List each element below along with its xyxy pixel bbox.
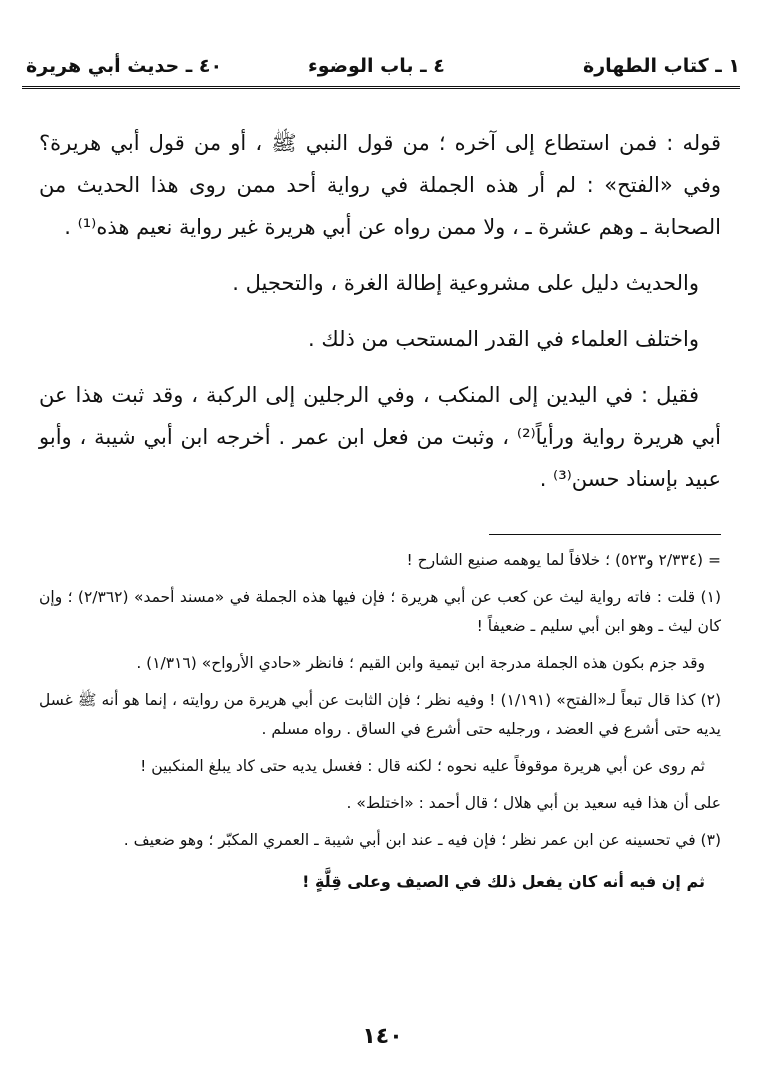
footnote-1-continued: وقد جزم بكون هذه الجملة مدرجة ابن تيمية وابن القيم ؛ فانظر «حادي الأرواح» (١/٣١٦) . (136, 654, 705, 672)
footnote-3-continued: ثم إن فيه أنه كان يفعل ذلك في الصيف وعلى قِلَّةٍ ! (302, 872, 705, 891)
header-hadith-title: ٤٠ ـ حديث أبي هريرة (26, 55, 223, 77)
header-rule (22, 86, 740, 89)
footnotes (39, 546, 721, 904)
header-chapter-title: ٤ ـ باب الوضوء (308, 55, 445, 77)
main-paragraph-4: فقيل : في اليدين إلى المنكب ، وفي الرجلين إلى الركبة ، وقد ثبت هذا عن أبي هريرة رواية ورأياً⁽²⁾ ، وثبت من فعل ابن عمر . أخرجه ابن أبي شيبة ، وأبو عبيد بإسناد حسن⁽³⁾ . (39, 383, 721, 491)
running-header (22, 52, 740, 82)
main-paragraph-3: واختلف العلماء في القدر المستحب من ذلك . (308, 327, 699, 351)
footnote-1: (١) قلت : فاته رواية ليث عن كعب عن أبي هريرة ؛ فإن فيها هذه الجملة في «مسند أحمد» (٢/٣٦٢) ؛ وإن كان ليث ـ وهو ابن أبي سليم ـ ضعيفاً ! (39, 588, 721, 635)
footnote-3: (٣) في تحسينه عن ابن عمر نظر ؛ فإن فيه ـ عند ابن أبي شيبة ـ العمري المكبّر ؛ وهو ضعيف . (123, 831, 721, 849)
footnote-2: (٢) كذا قال تبعاً لـ«الفتح» (١/١٩١) ! وفيه نظر ؛ فإن الثابت عن أبي هريرة من روايته ، إنما هو أنه ﷺ غسل يديه حتى أشرع في العضد ، ورجليه حتى أشرع في الساق . رواه مسلم . (39, 691, 721, 738)
main-text (39, 122, 721, 514)
footnote-separator (489, 534, 721, 535)
main-paragraph-2: والحديث دليل على مشروعية إطالة الغرة ، والتحجيل . (232, 271, 699, 295)
footnote-2-continued: ثم روى عن أبي هريرة موقوفاً عليه نحوه ؛ لكنه قال : فغسل يديه حتى كاد يبلغ المنكبين ! (140, 757, 705, 775)
page-number: ١٤٠ (362, 1024, 403, 1049)
footnote-2-note: على أن هذا فيه سعيد بن أبي هلال ؛ قال أحمد : «اختلط» . (346, 794, 721, 812)
footnote-continuation: = (٢/٣٣٤ و٥٢٣) ؛ خلافاً لما يوهمه صنيع الشارح ! (406, 551, 721, 569)
header-book-title: ١ ـ كتاب الطهارة (583, 55, 740, 77)
main-paragraph-1: قوله : فمن استطاع إلى آخره ؛ من قول النبي ﷺ ، أو من قول أبي هريرة؟ وفي «الفتح» : لم أر هذه الجملة في رواية أحد ممن روى هذا الحديث من الصحابة ـ وهم عشرة ـ ، ولا ممن رواه عن أبي هريرة غير رواية نعيم هذه⁽¹⁾ . (39, 131, 721, 239)
